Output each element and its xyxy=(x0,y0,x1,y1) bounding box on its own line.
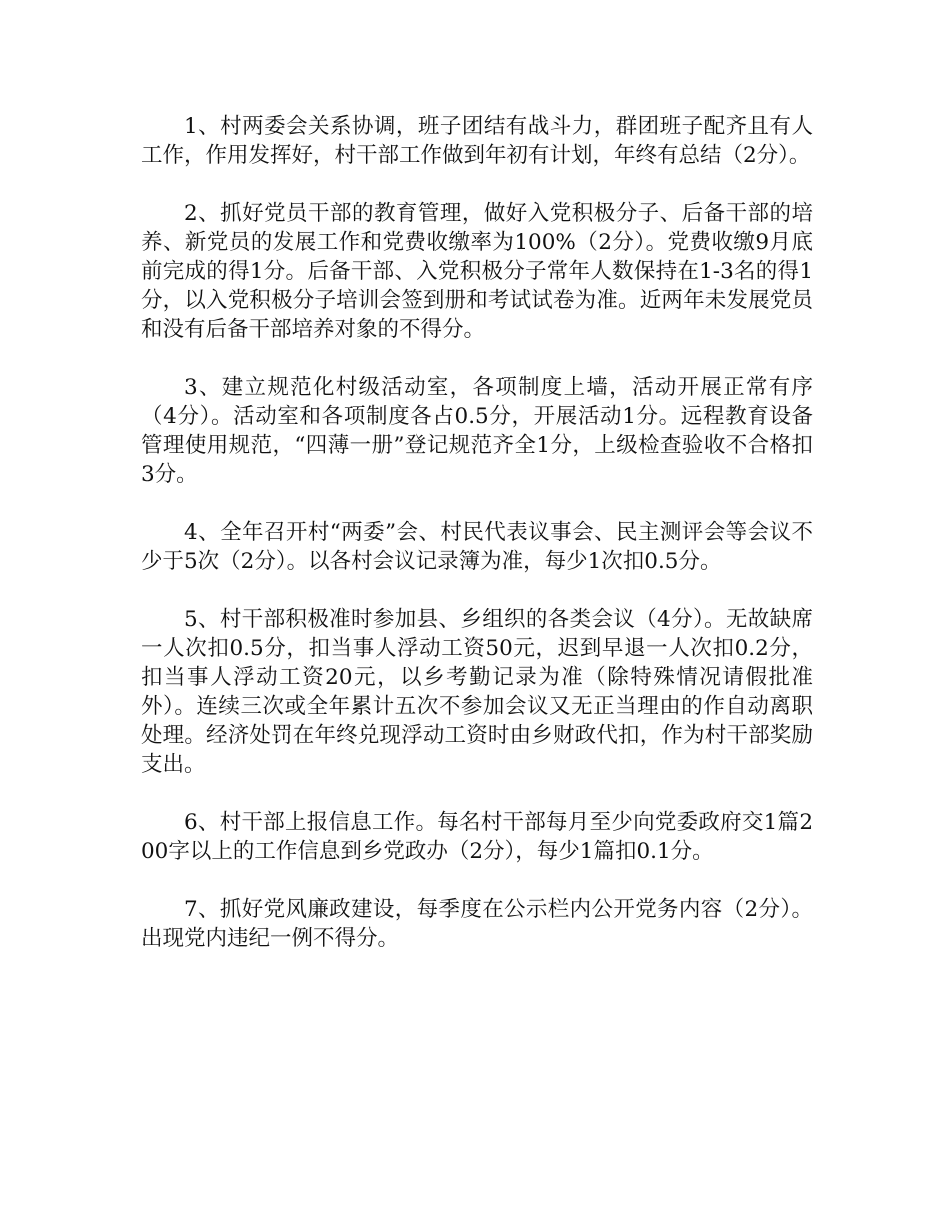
document-body xyxy=(141,112,813,982)
paragraph-7: 7、抓好党风廉政建设，每季度在公示栏内公开党务内容（2分）。出现党内违纪一例不得分。 xyxy=(141,897,813,951)
paragraph-1: 1、村两委会关系协调，班子团结有战斗力，群团班子配齐且有人工作，作用发挥好，村干部工作做到年初有计划，年终有总结（2分）。 xyxy=(141,114,813,168)
paragraph-2: 2、抓好党员干部的教育管理，做好入党积极分子、后备干部的培养、新党员的发展工作和党费收缴率为100%（2分）。党费收缴9月底前完成的得1分。后备干部、入党积极分子常年人数保持在1-3名的得1分，以入党积极分子培训会签到册和考试试卷为准。近两年未发展党员和没有后备干部培养对象的不得分。 xyxy=(141,201,813,342)
paragraph-4: 4、全年召开村“两委”会、村民代表议事会、民主测评会等会议不少于5次（2分）。以各村会议记录簿为准，每少1次扣0.5分。 xyxy=(141,520,813,574)
paragraph-5: 5、村干部积极准时参加县、乡组织的各类会议（4分）。无故缺席一人次扣0.5分，扣当事人浮动工资50元，迟到早退一人次扣0.2分，扣当事人浮动工资20元，以乡考勤记录为准（除特殊情况请假批准外）。连续三次或全年累计五次不参加会议又无正当理由的作自动离职处理。经济处罚在年终兑现浮动工资时由乡财政代扣，作为村干部奖励支出。 xyxy=(141,607,813,777)
paragraph-6: 6、村干部上报信息工作。每名村干部每月至少向党委政府交1篇200字以上的工作信息到乡党政办（2分），每少1篇扣0.1分。 xyxy=(141,810,813,864)
paragraph-3: 3、建立规范化村级活动室，各项制度上墙，活动开展正常有序（4分）。活动室和各项制度各占0.5分，开展活动1分。远程教育设备管理使用规范，“四薄一册”登记规范齐全1分，上级检查验收不合格扣3分。 xyxy=(141,375,813,487)
